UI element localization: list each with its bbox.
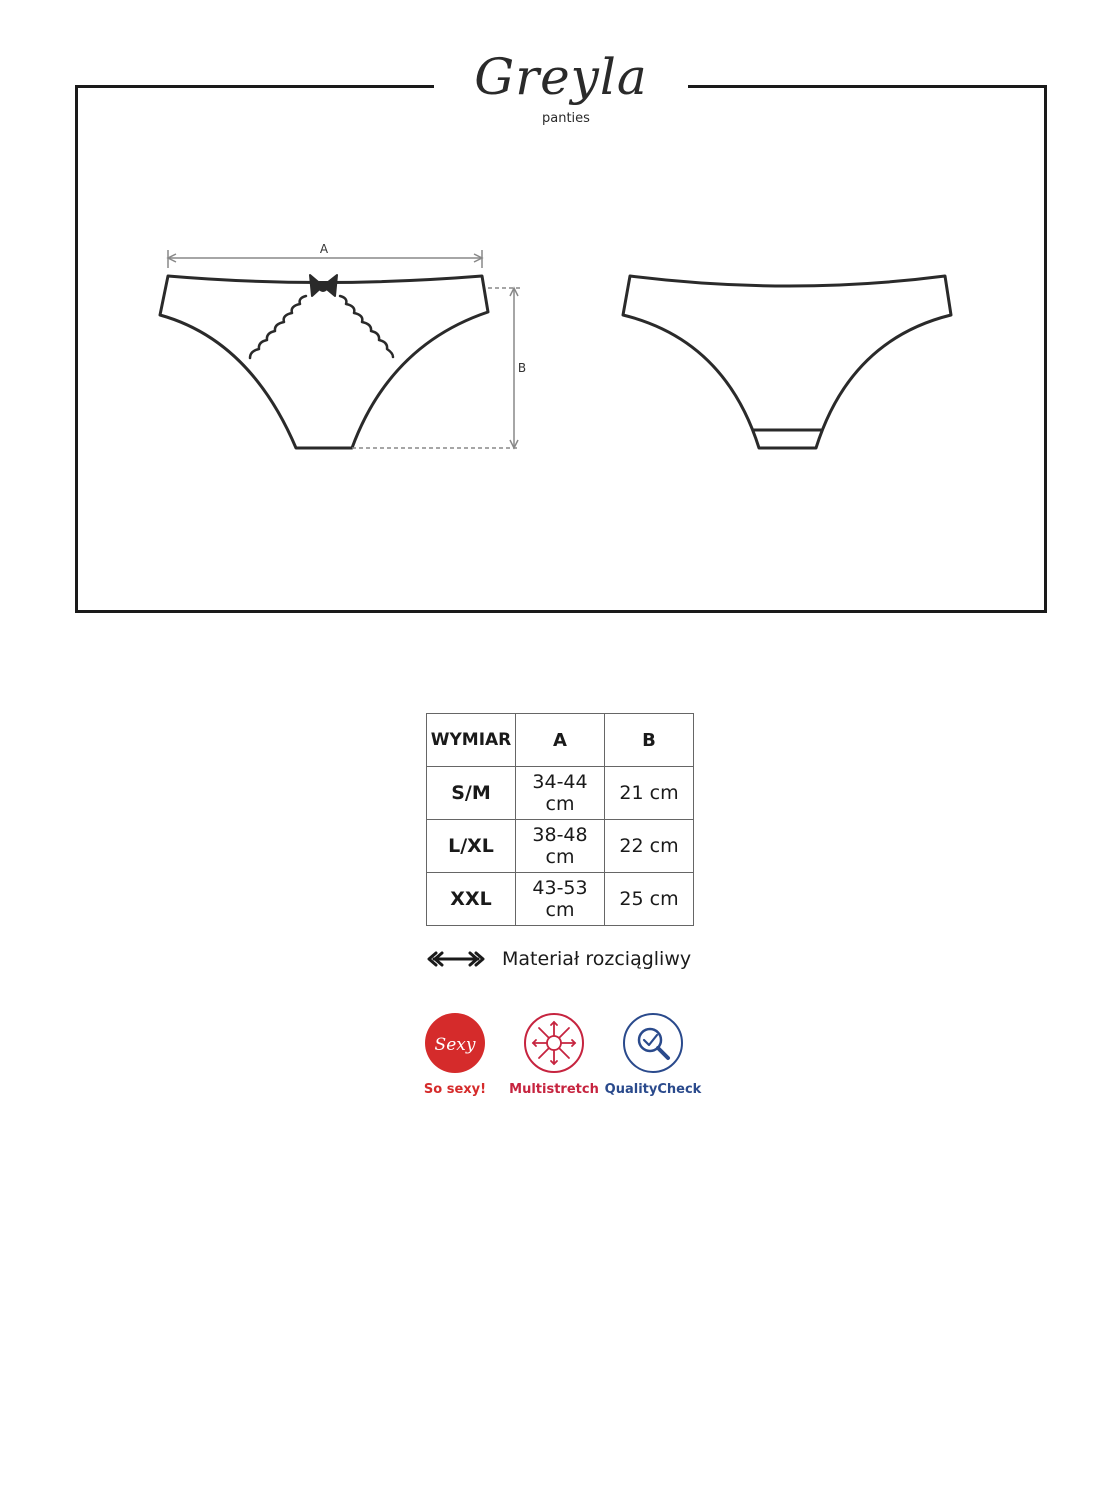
size-cell: L/XL	[427, 820, 516, 873]
b-cell: 21 cm	[605, 767, 694, 820]
stretch-label: Materiał rozciągliwy	[502, 948, 692, 970]
front-view	[160, 276, 488, 448]
header-b: B	[605, 714, 694, 767]
front-lace-right	[340, 296, 393, 357]
b-cell: 25 cm	[605, 873, 694, 926]
dimension-b-label: B	[517, 361, 527, 375]
product-type: panties	[542, 111, 590, 126]
stretch-note	[426, 944, 691, 974]
table-row	[427, 820, 694, 873]
brand-logo	[434, 48, 688, 140]
front-lace-left	[250, 296, 306, 358]
size-cell: XXL	[427, 873, 516, 926]
badge-so-sexy	[405, 1012, 505, 1097]
badge-label: QualityCheck	[604, 1082, 702, 1097]
quality-check-icon	[622, 1012, 684, 1074]
size-table	[426, 713, 694, 926]
table-row	[427, 767, 694, 820]
a-cell: 43-53 cm	[516, 873, 605, 926]
a-cell: 34-44 cm	[516, 767, 605, 820]
sexy-icon-text: Sexy	[434, 1035, 476, 1055]
brand-name: Greyla	[474, 48, 648, 106]
bow-icon	[310, 275, 337, 296]
b-cell: 22 cm	[605, 820, 694, 873]
table-row	[427, 873, 694, 926]
badge-label: Multistretch	[509, 1082, 599, 1097]
sexy-icon	[424, 1012, 486, 1074]
size-cell: S/M	[427, 767, 516, 820]
back-outline	[623, 276, 951, 448]
badge-label: So sexy!	[423, 1082, 487, 1097]
multistretch-icon	[523, 1012, 585, 1074]
dimension-b	[352, 288, 520, 448]
double-arrow-icon	[426, 949, 486, 969]
table-header-row	[427, 714, 694, 767]
badge-quality-check	[603, 1012, 703, 1097]
header-wymiar: WYMIAR	[427, 714, 516, 767]
header-a: A	[516, 714, 605, 767]
front-outline	[160, 276, 488, 448]
badge-multistretch	[504, 1012, 604, 1097]
dimension-a-label: A	[319, 242, 329, 256]
a-cell: 38-48 cm	[516, 820, 605, 873]
back-view	[623, 276, 951, 448]
